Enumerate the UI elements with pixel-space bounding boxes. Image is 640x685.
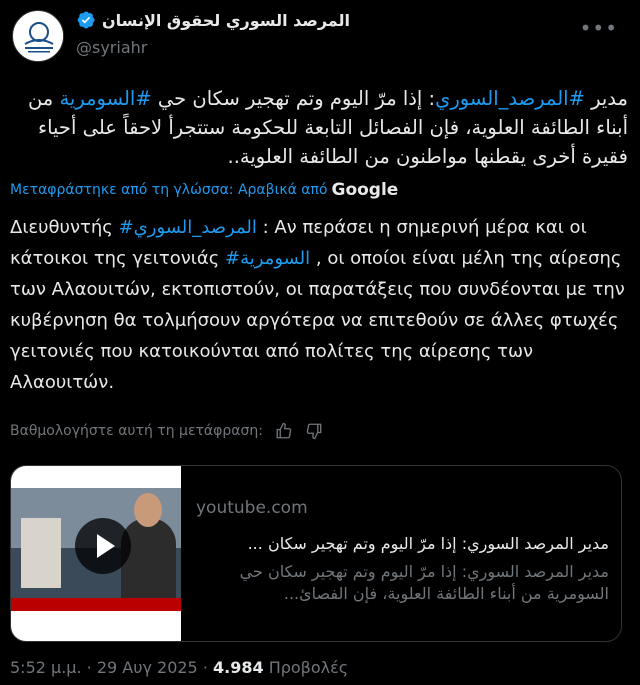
video-thumbnail[interactable]: [11, 466, 181, 642]
play-icon[interactable]: [75, 518, 131, 574]
display-name-row[interactable]: [76, 10, 350, 30]
rate-translation: [10, 422, 323, 440]
link-card[interactable]: [10, 465, 622, 642]
card-domain: youtube.com: [196, 498, 308, 518]
tweet-text-segment: : إذا مرّ اليوم وتم تهجير سكان حي: [151, 87, 436, 110]
verified-badge-icon: [76, 10, 96, 30]
handle[interactable]: @syriahr: [76, 38, 148, 57]
views-label: Προβολές: [268, 658, 349, 677]
card-description: مدير المرصد السوري: إذا مرّ اليوم وتم تهجير سكان حي السومرية من أبناء الطائفة العلوية، فإن الفصائ...: [239, 562, 609, 603]
thumbs-down-icon[interactable]: [305, 422, 323, 440]
tweet-date[interactable]: 29 Αυγ 2025: [96, 658, 198, 677]
display-name[interactable]: المرصد السوري لحقوق الإنسان: [102, 10, 351, 30]
tweet-time[interactable]: 5:52 μ.μ.: [10, 658, 82, 677]
tweet-text-segment: مدير: [584, 87, 628, 110]
google-logo: Google: [331, 180, 399, 200]
thumbs-up-icon[interactable]: [275, 422, 293, 440]
tweet-text: [10, 84, 628, 171]
rate-translation-label: Βαθμολογήστε αυτή τη μετάφραση:: [10, 423, 263, 439]
hashtag-link[interactable]: #السومرية: [225, 248, 311, 269]
avatar[interactable]: [12, 10, 64, 62]
translation-segment: Διευθυντής: [10, 217, 119, 238]
views-count: 4.984: [213, 658, 264, 677]
translated-text: [10, 212, 630, 398]
tweet-meta: 5:52 μ.μ. · 29 Αυγ 2025 · 4.984 Προβολές: [10, 658, 349, 677]
card-title[interactable]: مدير المرصد السوري: إذا مرّ اليوم وتم تهجير سكان ...: [247, 534, 609, 553]
hashtag-link[interactable]: #السومرية: [59, 87, 152, 110]
tweet-text-segment: من أبناء الطائفة العلوية، فإن الفصائل التابعة للحكومة ستتجرأ لاحقاً على أحياء فقيرة أخرى يقطنها مواطنون من الطائفة العلوية..: [27, 87, 628, 168]
translated-by-link[interactable]: [10, 180, 398, 200]
hashtag-link[interactable]: #المرصد_السوري: [118, 217, 257, 238]
tweet-header: [10, 8, 630, 64]
more-icon[interactable]: •••: [579, 16, 618, 40]
translation-segment: , οι οποίοι είναι μέλη της αίρεσης των Αλαουιτών, εκτοπιστούν, οι παρατάξεις που συνδέονται με την κυβέρνηση θα τολμήσουν αργότερα να επιτεθούν σε άλλες φτωχές γειτονιές που κατοικούνται από πολίτες της αίρεσης των Αλαουιτών.: [10, 248, 625, 393]
translated-by-label: Μεταφράστηκε από τη γλώσσα: Αραβικά από: [10, 182, 328, 198]
translation-segment: : Αν περάσει η σημερινή μέρα και οι κάτοικοι της γειτονιάς: [10, 217, 587, 269]
hashtag-link[interactable]: #المرصد_السوري: [435, 87, 585, 110]
